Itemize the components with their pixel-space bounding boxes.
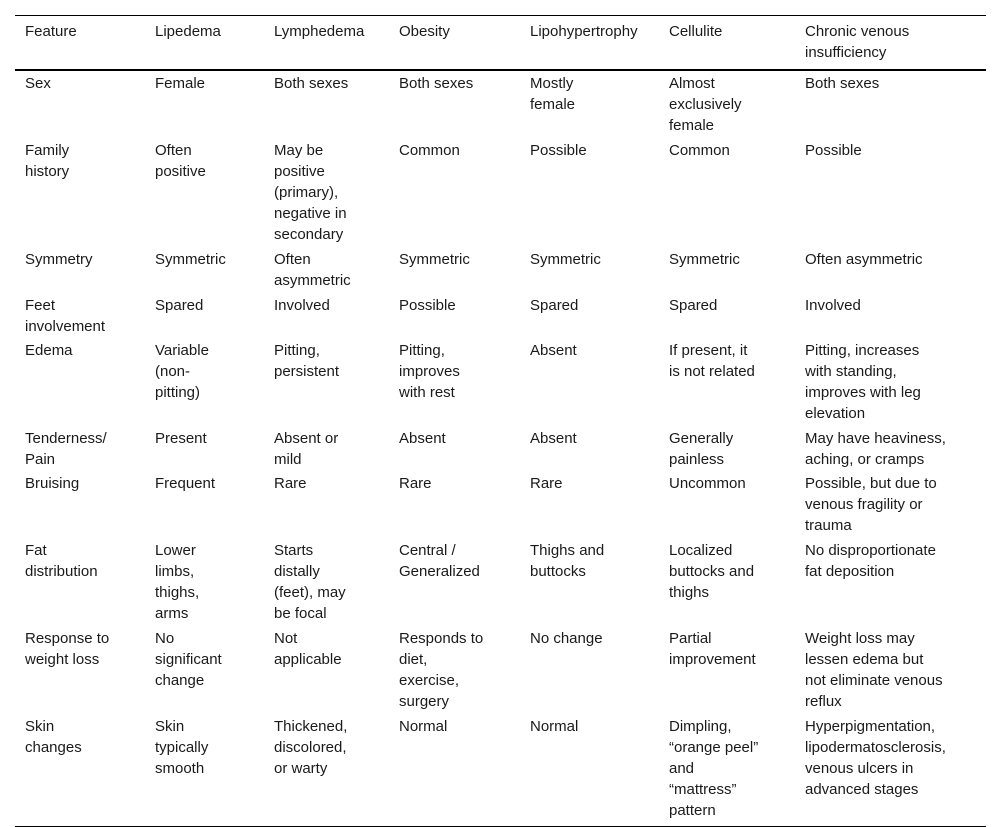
table-cell: Present xyxy=(155,430,207,447)
table-cell: Family history xyxy=(25,142,70,180)
table-row-family-history xyxy=(15,138,986,247)
table-cell: Skin changes xyxy=(15,714,145,827)
table-cell: Common xyxy=(399,142,460,159)
table-cell: May be positive (primary), negative in secondary xyxy=(274,142,347,243)
table-cell: Rare xyxy=(274,475,307,492)
table-row-bruising xyxy=(15,471,986,538)
header-chronic-venous-insufficiency: Chronic venous insufficiency xyxy=(795,16,986,71)
table-cell: Thighs and buttocks xyxy=(530,542,605,580)
table-cell: Symmetric xyxy=(669,251,740,268)
table-row-fat-distribution xyxy=(15,538,986,626)
table-cell: Skin typically smooth xyxy=(145,714,264,827)
header-obesity: Obesity xyxy=(389,16,520,71)
table-cell: Fat distribution xyxy=(25,542,98,580)
table-row-symmetry xyxy=(15,247,986,293)
table-cell: No disproportionate fat deposition xyxy=(805,542,936,580)
table-cell: Bruising xyxy=(25,475,80,492)
header-lipohypertrophy: Lipohypertrophy xyxy=(520,16,659,71)
table-cell: Lower limbs, thighs, arms xyxy=(155,542,200,622)
table-cell: Not applicable xyxy=(274,630,342,668)
table-cell: Female xyxy=(155,75,206,92)
table-cell: Sex xyxy=(25,75,51,92)
header-lymphedema: Lymphedema xyxy=(264,16,389,71)
table-cell: Spared xyxy=(155,297,204,314)
table-cell: May have heaviness, aching, or cramps xyxy=(805,430,946,468)
table-cell: Mostly female xyxy=(530,75,576,113)
table-cell: Both sexes xyxy=(274,75,349,92)
table-cell: Dimpling, “orange peel” and “mattress” pattern xyxy=(659,714,795,827)
table-cell: Variable (non- pitting) xyxy=(155,342,209,401)
table-row-sex xyxy=(15,70,986,138)
table-cell: Absent or mild xyxy=(274,430,339,468)
table-cell: Symmetric xyxy=(530,251,601,268)
table-cell: No change xyxy=(530,630,603,647)
table-cell: If present, it is not related xyxy=(669,342,755,380)
table-cell: Symmetric xyxy=(399,251,470,268)
table-cell: Involved xyxy=(805,297,861,314)
table-cell: Absent xyxy=(530,430,577,447)
table-cell: Possible, but due to venous fragility or trauma xyxy=(805,475,937,534)
table-cell: Generally painless xyxy=(669,430,734,468)
table-cell: Normal xyxy=(389,714,520,827)
table-cell: Both sexes xyxy=(805,75,880,92)
table-cell: Absent xyxy=(530,342,577,359)
table-cell: Spared xyxy=(669,297,718,314)
table-cell: Localized buttocks and thighs xyxy=(669,542,755,601)
table-cell: Central / Generalized xyxy=(399,542,480,580)
table-cell: Frequent xyxy=(155,475,216,492)
table-cell: Often asymmetric xyxy=(805,251,923,268)
table-cell: Tenderness/ Pain xyxy=(25,430,107,468)
table-cell: Starts distally (feet), may be focal xyxy=(274,542,346,622)
table-row-response-to-weight-loss xyxy=(15,626,986,714)
header-row xyxy=(15,16,986,71)
table-cell: Symmetric xyxy=(155,251,226,268)
table-cell: Feet involvement xyxy=(25,297,106,335)
comparison-table xyxy=(15,15,986,827)
table-cell: Rare xyxy=(530,475,563,492)
table-cell: Absent xyxy=(399,430,446,447)
table-row-feet-involvement xyxy=(15,293,986,338)
table-cell: Often asymmetric xyxy=(274,251,351,289)
header-cellulite: Cellulite xyxy=(659,16,795,71)
table-cell: Almost exclusively female xyxy=(669,75,742,134)
table-cell: Weight loss may lessen edema but not eliminate venous reflux xyxy=(805,630,943,710)
table-cell: Common xyxy=(669,142,730,159)
table-cell: Response to weight loss xyxy=(25,630,110,668)
table-body xyxy=(15,70,986,827)
table-cell: Pitting, improves with rest xyxy=(399,342,460,401)
table-cell: Normal xyxy=(520,714,659,827)
header-feature: Feature xyxy=(15,16,145,71)
table-cell: Possible xyxy=(530,142,587,159)
header-lipedema: Lipedema xyxy=(145,16,264,71)
table-cell: Hyperpigmentation, lipodermatosclerosis, venous ulcers in advanced stages xyxy=(795,714,986,827)
table-cell: Often positive xyxy=(155,142,206,180)
table-cell: Involved xyxy=(274,297,330,314)
table-cell: No significant change xyxy=(155,630,222,689)
table-cell: Possible xyxy=(399,297,456,314)
table-cell: Partial improvement xyxy=(669,630,756,668)
table-cell: Spared xyxy=(530,297,579,314)
table-row-tenderness-pain xyxy=(15,426,986,471)
table-cell: Symmetry xyxy=(25,251,93,268)
table-cell: Both sexes xyxy=(399,75,474,92)
table-cell: Uncommon xyxy=(669,475,746,492)
table-row-skin-changes xyxy=(15,714,986,827)
table-cell: Responds to diet, exercise, surgery xyxy=(399,630,484,710)
table-cell: Possible xyxy=(805,142,862,159)
table-row-edema xyxy=(15,338,986,426)
table-cell: Thickened, discolored, or warty xyxy=(264,714,389,827)
table-cell: Rare xyxy=(399,475,432,492)
table-cell: Edema xyxy=(25,342,73,359)
table-header xyxy=(15,16,986,71)
table-cell: Pitting, increases with standing, improves with leg elevation xyxy=(805,342,921,422)
table-cell: Pitting, persistent xyxy=(274,342,340,380)
